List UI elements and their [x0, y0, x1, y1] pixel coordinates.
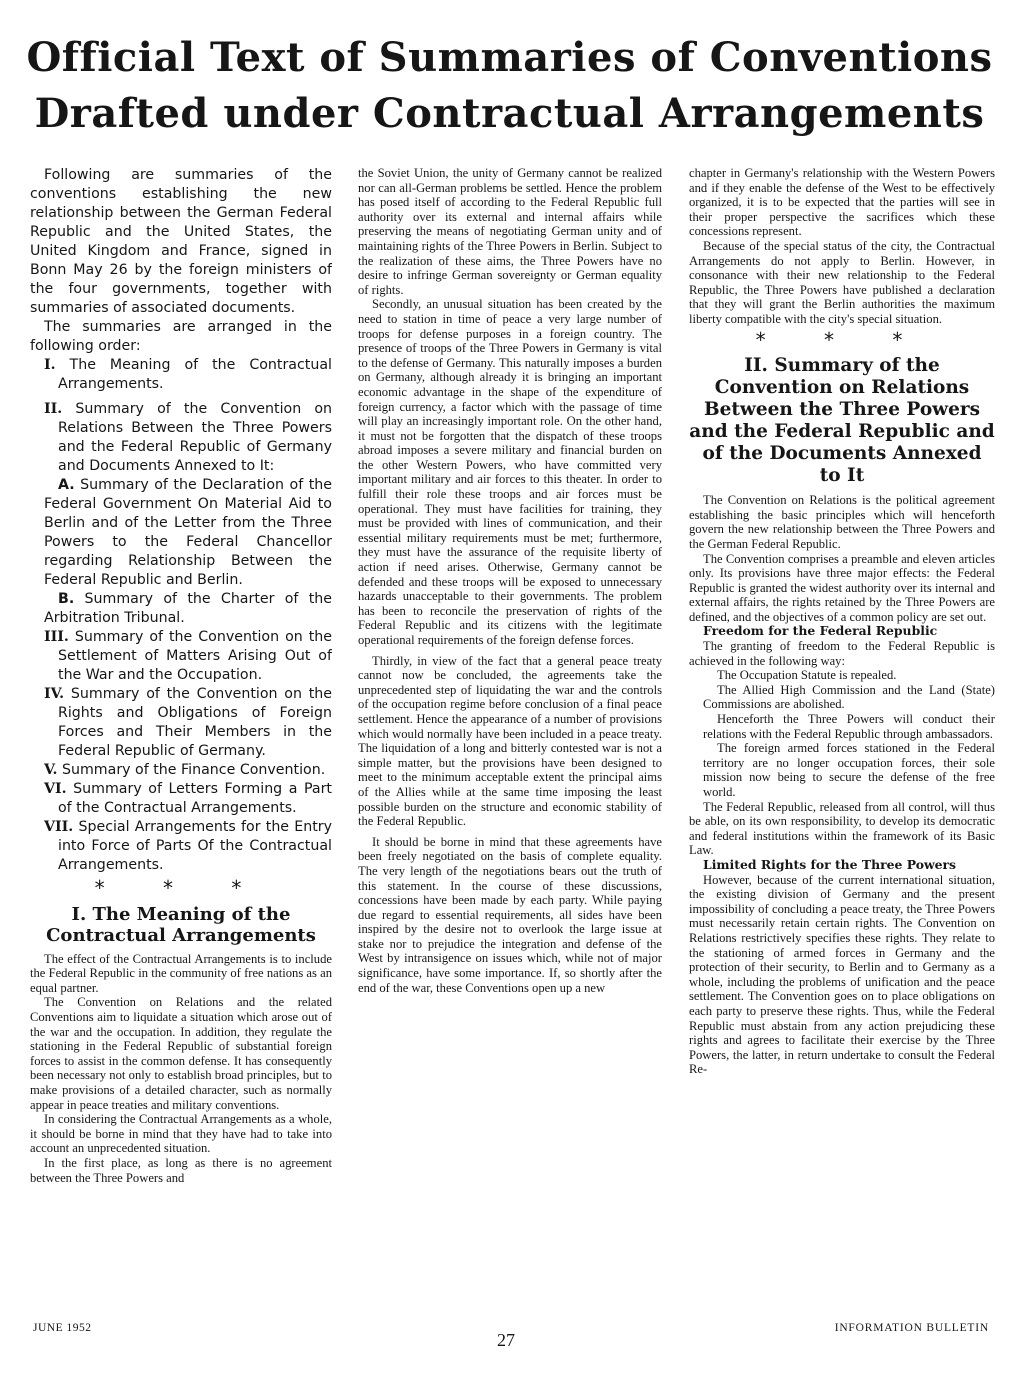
intro-paragraph: The summaries are arranged in the following order: — [30, 319, 332, 354]
list-paragraph: The foreign armed forces stationed in the Federal territory are no longer occupation forces, their sole mission now being to secure the defense of the free world. — [703, 741, 995, 799]
contents-text: The Meaning of the Contractual Arrangements. — [58, 357, 332, 392]
contents-text: Summary of the Declaration of the Federal Government On Material Aid to Berlin and of the Letter from the Three Powers to the Federal Chancellor regarding Relationship Between the Federal Republic and Berlin. — [44, 477, 332, 588]
contents-text: Summary of the Finance Convention. — [61, 762, 326, 778]
contents-item — [44, 818, 332, 875]
body-paragraph: The Convention on Relations and the related Conventions aim to liquidate a situation which arose out of the war and the occupation. In addition, they regulate the stationing in the Federal Republic of substantial foreign forces to assist in the common defense. It has consequently been necessary not only to establish broad principles, but to make provisions of a detailed character, such as normally appear in peace treaties and military conventions. — [30, 995, 332, 1112]
page-title — [20, 30, 999, 142]
body-paragraph: the Soviet Union, the unity of Germany cannot be realized nor can all-German problems be settled. Hence the problem has posed itself of according to the Federal Republic full authority over its external and internal affairs while preserving the means of negotiating German unity and of maintaining rights of the Three Powers in Berlin. Subject to the realization of these aims, the Three Powers have no desire to infringe German sovereignty or German equality of rights. — [358, 166, 662, 297]
body-paragraph: The effect of the Contractual Arrangements is to include the Federal Republic in the community of free nations as an equal partner. — [30, 951, 332, 995]
contents-number: VI. — [44, 781, 67, 797]
contents-text: Summary of the Convention on Relations Between the Three Powers and the Federal Republic of Germany and Documents Annexed to It: — [58, 401, 332, 474]
body-paragraph: The granting of freedom to the Federal Republic is achieved in the following way: — [689, 639, 995, 668]
list-paragraph: The Occupation Statute is repealed. — [717, 668, 897, 683]
contents-number: B. — [58, 591, 75, 607]
section-heading: I. The Meaning of the Contractual Arrangements — [46, 903, 316, 946]
list-paragraph: The Allied High Commission and the Land (State) Commissions are abolished. — [703, 682, 995, 712]
contents-text: Summary of Letters Forming a Part of the Contractual Arrangements. — [58, 781, 332, 816]
body-paragraph: Thirdly, in view of the fact that a general peace treaty cannot now be concluded, the agreements take the unprecedented step of liquidating the war and the controls of the occupation regime before conclusion of a final peace settlement. Hence the appearance of a number of provisions which would normally have been included in a peace treaty. The liquidation of a long and bitterly contested war is not a simple matter, but the provisions have been designed to meet to the minimum acceptable extent the principal aims of the Allies while at the same time imposing the least possible burden on the structure and economic stability of the Federal Republic. — [358, 653, 662, 829]
contents-item — [44, 685, 332, 761]
section-heading: II. Summary of the Convention on Relations Between the Three Powers and the Federal Republic and of the Documents Annexed to It — [689, 355, 995, 487]
title-line-1: Official Text of Summaries of Conventions — [26, 34, 993, 81]
contents-text: Summary of the Convention on the Settlement of Matters Arising Out of the War and the Occupation. — [58, 629, 332, 683]
page-number: 27 — [497, 1330, 515, 1350]
body-paragraph: It should be borne in mind that these agreements have been freely negotiated on the basis of complete equality. The very length of the negotiations bears out the truth of this statement. In the course of these discussions, concessions have been made by each party. While paying due regard to essential requirements, all sides have been inspired by the desire not to overlook the large issue at stake nor to prejudice the integration and defense of the West by intransigence on issues which, while not of major significance, have some importance. If, so shortly after the end of the war, these Conventions open up a new — [358, 834, 662, 995]
body-paragraph: The Convention comprises a preamble and eleven articles only. Its provisions have three major effects: the Federal Republic is granted the widest authority over its internal and external affairs, the rights retained by the Three Powers are defined, and the objectives of a common policy are set out. — [689, 551, 995, 624]
title-line-2: Drafted under Contractual Arrangements — [34, 90, 985, 137]
contents-text: Special Arrangements for the Entry into Force of Parts Of the Contractual Arrangements. — [58, 819, 332, 873]
contents-number: V. — [44, 762, 58, 778]
contents-subitem — [30, 590, 332, 628]
contents-item — [44, 628, 332, 685]
contents-number: IV. — [44, 686, 65, 702]
body-paragraph: chapter in Germany's relationship with the Western Powers and if they enable the defense of the West to be effectively organized, it is to be expected that the parties will see in their proper perspective the sacrifices which these concessions represent. — [689, 166, 995, 239]
intro-paragraph: Following are summaries of the conventions establishing the new relationship between the German Federal Republic and the United States, the United Kingdom and France, signed in Bonn May 26 by the foreign ministers of the four governments, together with summaries of associated documents. — [30, 167, 332, 316]
body-paragraph: In the first place, as long as there is no agreement between the Three Powers and — [30, 1155, 332, 1185]
footer-date: JUNE 1952 — [33, 1322, 92, 1334]
body-paragraph: In considering the Contractual Arrangements as a whole, it should be borne in mind that they have had to take into account an unprecedented situation. — [30, 1112, 332, 1156]
body-paragraph: The Federal Republic, released from all control, will thus be able, on its own responsibility, to develop its democratic and federal institutions within the framework of its Basic Law. — [689, 799, 995, 858]
contents-item — [44, 356, 332, 394]
contents-number: II. — [44, 401, 63, 417]
subheading: Freedom for the Federal Republic — [703, 623, 938, 639]
contents-number: A. — [58, 477, 75, 493]
body-paragraph: Secondly, an unusual situation has been created by the need to station in time of peace a very large number of troops for defense purposes in a foreign country. The presence of troops of the Three Powers in Germany is vital to the defense of Germany. This naturally imposes a burden on Germany, although already it is bringing an important economic advantage in the shape of the expenditure of foreign currency, a factor which with the passage of time will play an increasingly important role. On the other hand, it must not be forgotten that the dispatch of these troops abroad imposes a severe military and financial burden on the other Western Powers, who have committed very important military and air forces to this theater. In order to fulfill their role these troops and air forces must be operational. They must have facilities for training, they must be provided with lines of communication, and their essential military requirements must be met; furthermore, they must have the assurance of the requisite liberty of action if need arises. Otherwise, Germany cannot be defended and these troops will be exposed to unnecessary hazards unacceptable to their governments. The problem has been to reconcile the preservation of rights of the Federal Republic and its citizens with the legitimate operational requirements of the foreign defense forces. — [358, 297, 662, 647]
column-3 — [689, 166, 995, 1306]
column-1 — [30, 166, 332, 1306]
contents-text: Summary of the Charter of the Arbitration Tribunal. — [44, 591, 332, 626]
subheading: Limited Rights for the Three Powers — [703, 856, 957, 872]
contents-item — [44, 780, 332, 818]
body-paragraph: Because of the special status of the city, the Contractual Arrangements do not apply to Berlin. However, in consonance with their new relationship to the Federal Republic, the Three Powers have published a declaration that they will grant the Berlin authorities the maximum liberty compatible with the city's special situation. — [689, 238, 995, 326]
contents-number: VII. — [44, 819, 74, 835]
body-paragraph: However, because of the current international situation, the existing division of Germany and the present impossibility of concluding a peace treaty, the Three Powers must necessarily retain certain rights. The Convention on Relations restrictively specifies these rights. They relate to the stationing of armed forces in Germany and the protection of their security, to Berlin and to Germany as a whole, including the problems of unification and the peace settlement. The Convention goes on to place obligations on each party to preserve these rights. Thus, while the Federal Republic must abstain from any action prejudicing these rights and agrees to facilitate their exercise by the Three Powers, the latter, in return undertake to consult the Federal Re- — [689, 872, 995, 1077]
contents-text: Summary of the Convention on the Rights and Obligations of Foreign Forces and Their Members in the Federal Republic of Germany. — [58, 686, 332, 759]
contents-list — [30, 356, 332, 875]
contents-item — [44, 400, 332, 476]
body-paragraph: The Convention on Relations is the political agreement establishing the basic principles which will henceforth govern the new relationship between the Three Powers and the German Federal Republic. — [689, 493, 995, 551]
list-paragraph: Henceforth the Three Powers will conduct their relations with the Federal Republic through ambassadors. — [703, 712, 995, 741]
contents-item — [44, 761, 332, 780]
column-2 — [358, 166, 662, 1306]
intro — [30, 166, 332, 356]
contents-number: I. — [44, 357, 56, 373]
section-divider-stars: * * * — [94, 876, 268, 900]
footer-publication: INFORMATION BULLETIN — [834, 1322, 989, 1334]
section-divider-stars: * * * — [755, 327, 929, 352]
contents-subitem — [30, 476, 332, 590]
contents-number: III. — [44, 629, 69, 645]
